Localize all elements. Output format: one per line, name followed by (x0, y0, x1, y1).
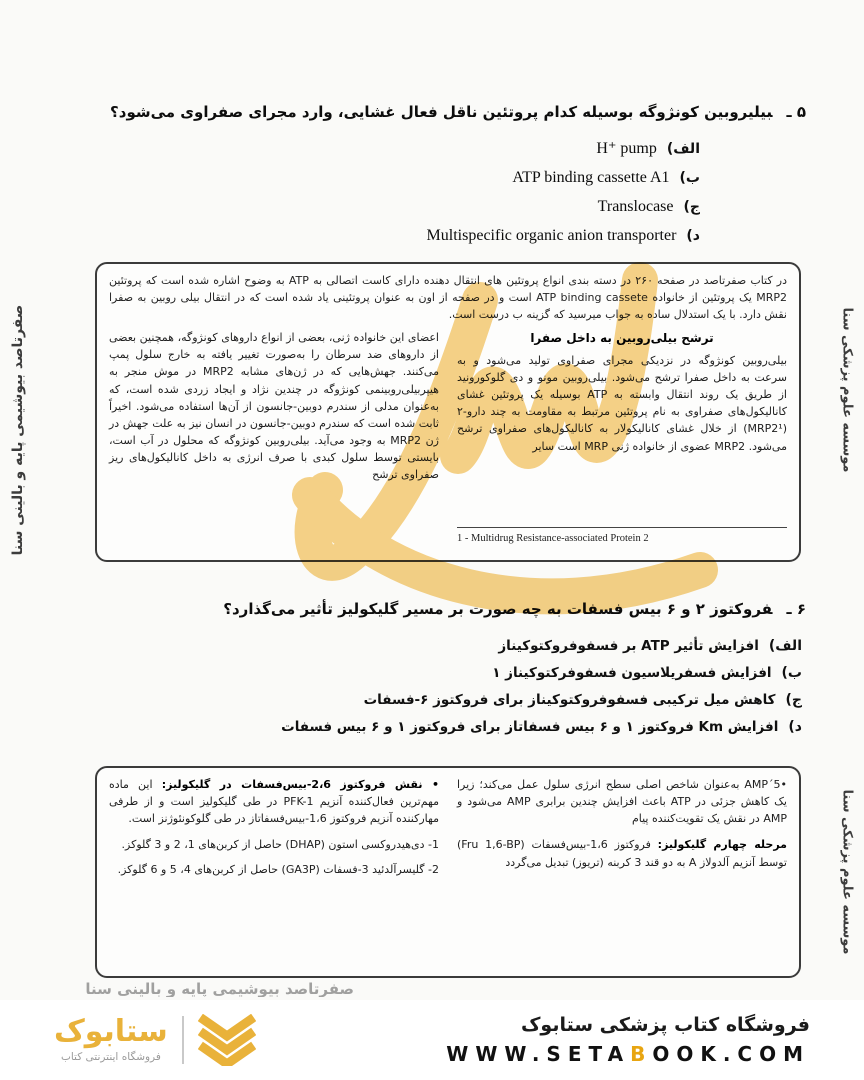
option-label: الف) (768, 638, 802, 654)
setabook-chevron-icon (198, 1014, 256, 1066)
explanation-intro: در کتاب صفرتاصد در صفحه ۲۶۰ در دسته بندی انواع پروتئین های انتقال دهنده دارای کاست اتصالی به ATP به وضوح اشاره شده است که پروتئین MRP2 یک پروتئین از خانواده ATP binding cassete است و در صفحه از اون به عنوان پروتئینی یاد شده است که در انتقال بیلی روبین به صفرا نقش دارد. با یک استدلال ساده به جواب میرسید که گزینه ب درست است. (109, 274, 787, 322)
question-6-text: فروکتوز ۲ و ۶ بیس فسفات به چه صورت بر مسیر گلیکولیز تأثیر می‌گذارد؟ (223, 600, 773, 618)
explanation-columns (109, 776, 787, 885)
question-6 (223, 600, 806, 618)
paragraph-lead: مرحله چهارم گلیکولیز: (657, 838, 787, 852)
amp-paragraph: •5´AMP به‌عنوان شاخص اصلی سطح انرژی سلول عمل می‌کند؛ زیرا یک کاهش جزئی در ATP باعث افزایش چندین برابری AMP می‌شود و AMP در نقش یک تقویت‌کننده پیام (457, 778, 787, 826)
option-text: H⁺ pump (596, 140, 657, 157)
option-text: افزایش Km فروکتوز ۱ و ۶ بیس فسفاتاز برای فروکتوز ۱ و ۶ بیس فسفات (281, 719, 779, 735)
explanation-columns (109, 329, 787, 547)
option-text: ATP binding cassette A1 (512, 169, 670, 186)
option-6-c (281, 692, 802, 708)
option-label: ج) (683, 199, 700, 215)
footer-bar (0, 1000, 864, 1080)
website-highlight: B (630, 1042, 653, 1066)
option-text: Translocase (597, 198, 674, 215)
option-text: افزایش فسفریلاسیون فسفوفرکتوکیناز ۱ (492, 665, 772, 681)
column-left (109, 329, 439, 547)
paragraph-lead: • نقش فروکتوز 2،6-بیس‌فسفات در گلیکولیز: (161, 778, 439, 791)
list-item-2: 2- گلیسرآلدئید 3-فسفات (GA3P) حاصل از کربن‌های 4، 5 و 6 گلوکز. (117, 862, 439, 876)
website-prefix: WWW.SETA (446, 1042, 631, 1066)
option-text: افزایش تأثیر ATP بر فسفوفروکتوکیناز (498, 638, 759, 654)
option-label: ب) (679, 170, 700, 186)
store-title: فروشگاه کتاب پزشکی ستابوک (520, 1014, 810, 1036)
option-5-c (427, 198, 700, 216)
side-label-right-bottom: موسسه علوم پزشکی سنا (839, 789, 855, 955)
logo-divider (182, 1016, 184, 1064)
column-right-text: بیلی‌روبین کونژوگه در نزدیکی مجرای صفراوی تولید می‌شود و به سرعت به داخل صفرا ترشح می‌شود. بیلی‌روبین مونو و دی گلوکورونید از طریق یک روند انتقال وابسته به ATP بوسیله یک پروتئین غشای کانالیکول‌های صفراوی به نام پروتئین مرتبط به مقاومت به چند دارو-۲ (MRP2¹) از خلال غشای کانالیکولار به کانالیکول‌های صفراوی ترشح می‌شود. MRP2 عضوی از خانواده ژنی MRP است سایر (457, 353, 787, 453)
column-right-title: ترشح بیلی‌روبین به داخل صفرا (530, 331, 714, 346)
side-label-right-top: موسسه علوم پزشکی سنا (839, 307, 855, 473)
paragraph-text: فروکتوز 1،6-بیس‌فسفات (Fru 1,6-BP) توسط آنزیم آلدولاز A به دو قند 3 کربنه (تریوز) تبدیل می‌گردد (457, 838, 787, 869)
explanation-box-q6 (95, 766, 801, 978)
footer-store-info (446, 1014, 810, 1066)
setabook-logo (54, 1014, 256, 1066)
cutoff-header-text: صفرتاصد بیوشیمی پایه و بالینی سنا (85, 980, 354, 997)
question-5-options (427, 138, 700, 245)
store-website (446, 1042, 810, 1066)
option-6-a (281, 638, 802, 654)
logo-text-block (54, 1014, 168, 1063)
column-left (109, 776, 439, 885)
footnote: 1 - Multidrug Resistance-associated Protein 2 (457, 527, 787, 547)
option-text: Multispecific organic anion transporter (426, 227, 677, 244)
question-5-number: ۵ ـ (786, 103, 806, 121)
option-label: د) (686, 228, 700, 244)
option-label: الف) (666, 141, 700, 157)
question-5-text: بیلیروبین کونژوگه بوسیله کدام پروتئین ناقل فعال غشایی، وارد مجرای صفراوی می‌شود؟ (110, 103, 773, 121)
option-6-b (281, 665, 802, 681)
question-5 (110, 103, 806, 121)
glycolysis-step4-paragraph (457, 836, 787, 870)
column-right (457, 329, 787, 547)
option-text: کاهش میل ترکیبی فسفوفروکتوکیناز برای فروکتوز ۶-فسفات (363, 692, 776, 708)
column-right (457, 776, 787, 885)
option-label: ج) (785, 692, 802, 708)
list-item-1: 1- دی‌هیدروکسی استون (DHAP) حاصل از کربن‌های 1، 2 و 3 گلوکز. (121, 838, 439, 852)
option-label: ب) (781, 665, 802, 681)
website-suffix: OOK.COM (652, 1042, 810, 1066)
option-5-b (427, 169, 700, 187)
question-6-options (281, 638, 802, 735)
option-5-d (427, 227, 700, 245)
paragraph-text: این ماده مهم‌ترین فعال‌کننده آنزیم PFK-1 در طی گلیکولیز است و از طرفی مهارکننده آنزیم فروکتوز 1،6-بیس‌فسفاتاز در طی گلوکونئوژنز است. (109, 778, 439, 826)
logo-wordmark: ستابوک (54, 1014, 168, 1049)
logo-subtitle: فروشگاه اینترنتی کتاب (60, 1051, 161, 1063)
option-6-d (281, 719, 802, 735)
side-label-left: صفرتاصد بیوشیمی پایه و بالینی سنا (10, 304, 26, 556)
column-left-text: اعضای این خانواده ژنی، بعضی از انواع داروهای کونژوگه، همچنین بعضی از داروهای ضد سرطان را به‌صورت تغییر یافته به خارج سلول پمپ می‌کنند. جهش‌هایی که در ژن‌های مشابه MRP2 در موش منجر به هیپربیلی‌روبینمی کونژوگه در چندین نژاد و ایجاد زردی شده است، که به‌عنوان مدلی از سندرم دوبین-جانسون از آن‌ها استفاده می‌شود. اخیراً ثابت شده است که سندرم دوبین-جانسون در انسان نیز به علت جهش در ژن MRP2 به وجود می‌آید. بیلی‌روبین کونژوگه که محلول در آب است، بایستی توسط سلول کبدی با صرف انرژی به داخل کانالیکول‌های ریز صفراوی ترشح (109, 331, 439, 482)
explanation-box-q5 (95, 262, 801, 562)
option-5-a (427, 138, 700, 158)
option-label: د) (788, 719, 802, 735)
fructose-role-paragraph (109, 776, 439, 827)
question-6-number: ۶ ـ (786, 600, 806, 618)
